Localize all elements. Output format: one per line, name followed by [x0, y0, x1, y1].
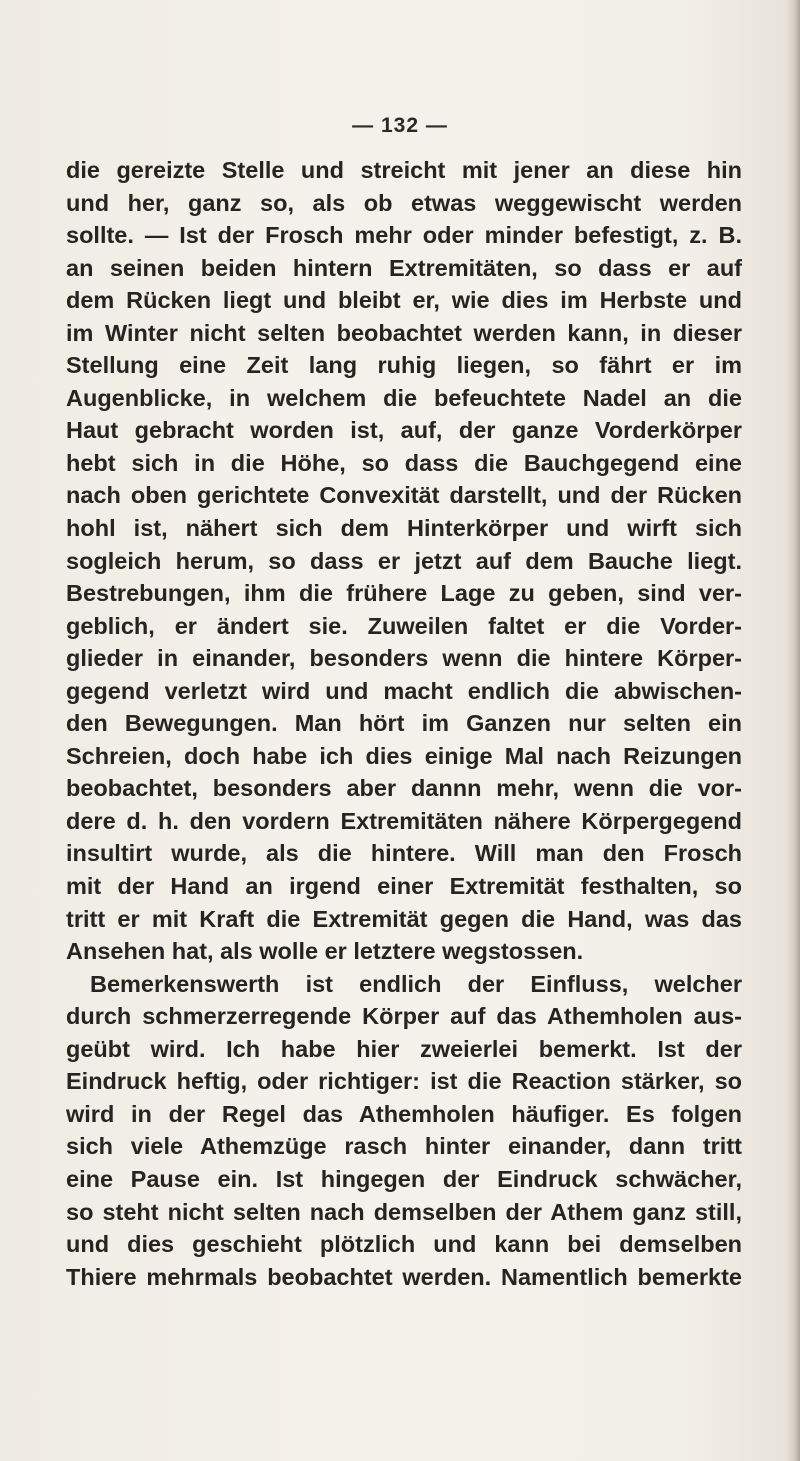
text-line: Thiere mehrmals beobachtet werden. Namentlich bemerkte — [66, 1263, 742, 1290]
text-line: und her, ganz so, als ob etwas weggewischt werden — [66, 189, 742, 216]
text-line: dem Rücken liegt und bleibt er, wie dies im Herbste und — [66, 287, 742, 314]
text-line: sich viele Athemzüge rasch hinter einander, dann tritt — [66, 1133, 742, 1160]
text-line: mit der Hand an irgend einer Extremität festhalten, so — [66, 873, 742, 900]
text-line: durch schmerzerregende Körper auf das Athemholen aus- — [66, 1003, 742, 1030]
text-line: gegend verletzt wird und macht endlich die abwischen- — [66, 677, 742, 704]
text-line: Stellung eine Zeit lang ruhig liegen, so fährt er im — [66, 352, 742, 379]
text-line: Haut gebracht worden ist, auf, der ganze Vorderkörper — [66, 417, 742, 444]
text-line: sogleich herum, so dass er jetzt auf dem Bauche liegt. — [66, 547, 742, 574]
text-line: Eindruck heftig, oder richtiger: ist die Reaction stärker, so — [66, 1068, 742, 1095]
text-line: hebt sich in die Höhe, so dass die Bauchgegend eine — [66, 449, 742, 476]
text-line: nach oben gerichtete Convexität darstellt, und der Rücken — [66, 482, 742, 509]
text-line: so steht nicht selten nach demselben der Athem ganz still, — [66, 1198, 742, 1225]
text-line: geblich, er ändert sie. Zuweilen faltet er die Vorder- — [66, 612, 742, 639]
text-line: an seinen beiden hintern Extremitäten, so dass er auf — [66, 254, 742, 281]
text-line: wird in der Regel das Athemholen häufiger. Es folgen — [66, 1100, 742, 1127]
text-line: geübt wird. Ich habe hier zweierlei bemerkt. Ist der — [66, 1035, 742, 1062]
text-line: die gereizte Stelle und streicht mit jener an diese hin — [66, 157, 742, 183]
text-line: beobachtet, besonders aber dannn mehr, wenn die vor- — [66, 775, 742, 802]
text-line: im Winter nicht selten beobachtet werden kann, in dieser — [66, 319, 742, 346]
page-edge-shadow — [786, 0, 800, 1461]
text-line: Bemerkenswerth ist endlich der Einfluss, welcher — [90, 970, 742, 997]
page-number: — 132 — — [352, 114, 448, 137]
text-line: eine Pause ein. Ist hingegen der Eindruck schwächer, — [66, 1165, 742, 1192]
text-line: Schreien, doch habe ich dies einige Mal nach Reizungen — [66, 742, 742, 769]
text-line: und dies geschieht plötzlich und kann bei demselben — [66, 1231, 742, 1258]
text-line: den Bewegungen. Man hört im Ganzen nur selten ein — [66, 710, 742, 737]
text-line: Ansehen hat, als wolle er letztere wegstossen. — [66, 938, 584, 965]
text-line: Augenblicke, in welchem die befeuchtete Nadel an die — [66, 384, 742, 411]
text-line: glieder in einander, besonders wenn die hintere Körper- — [66, 645, 742, 672]
text-line: dere d. h. den vordern Extremitäten nähere Körpergegend — [66, 807, 742, 834]
text-line: hohl ist, nähert sich dem Hinterkörper und wirft sich — [66, 515, 742, 542]
text-line: sollte. — Ist der Frosch mehr oder minder befestigt, z. B. — [66, 222, 742, 249]
text-line: Bestrebungen, ihm die frühere Lage zu geben, sind ver- — [66, 580, 742, 607]
text-line: insultirt wurde, als die hintere. Will man den Frosch — [66, 840, 742, 867]
text-line: tritt er mit Kraft die Extremität gegen die Hand, was das — [66, 905, 742, 932]
body-text — [66, 154, 742, 1293]
